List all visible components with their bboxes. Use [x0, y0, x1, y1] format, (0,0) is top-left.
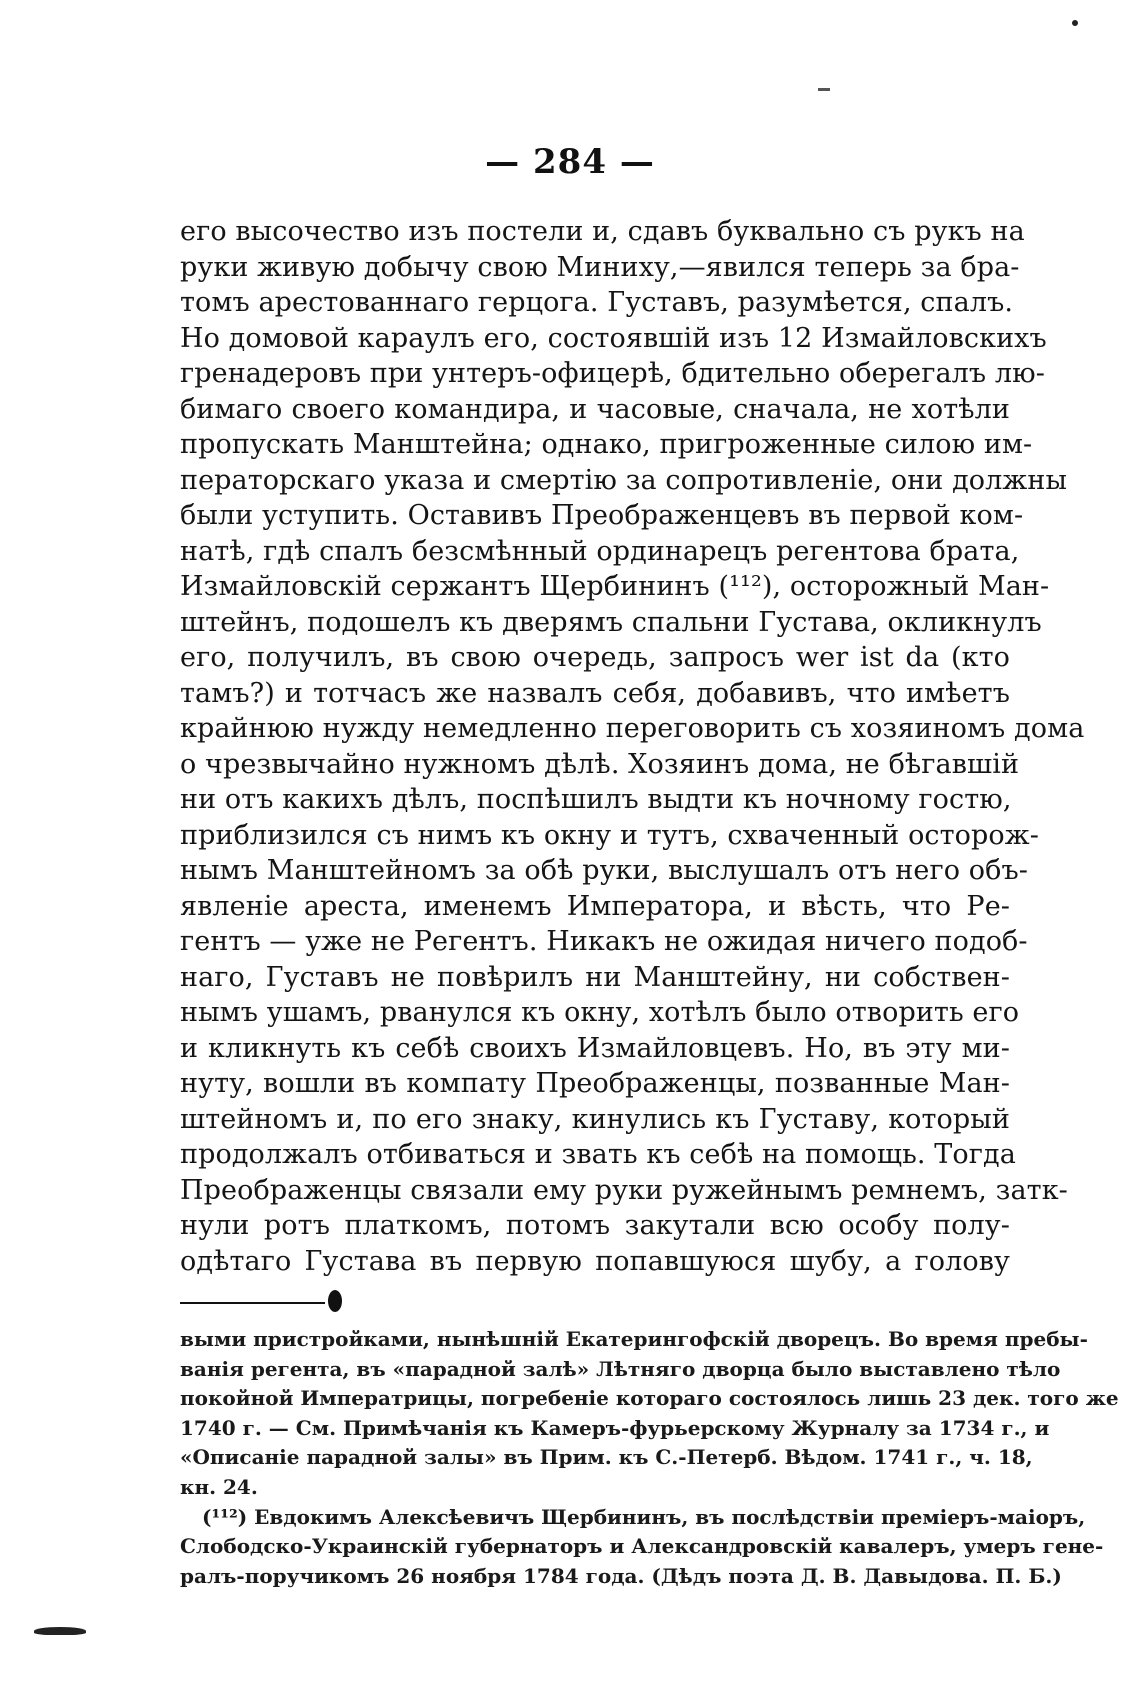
text-line: Но домовой караулъ его, состоявшій изъ 12 Измайловскихъ	[180, 322, 1047, 354]
footnote-112-line: Слободско-Украинскій губернаторъ и Александровскій кавалеръ, умеръ гене-	[180, 1534, 1104, 1559]
text-line: ни отъ какихъ дѣлъ, поспѣшилъ выдти къ ночному гостю,	[180, 784, 1012, 815]
text-line: продолжалъ отбиваться и звать къ себѣ на помощь. Тогда	[180, 1139, 1016, 1170]
text-line: гренадеровъ при унтеръ-офицерѣ, бдительно оберегалъ лю-	[180, 358, 1045, 389]
print-mark	[818, 88, 830, 91]
text-line: крайнюю нужду немедленно переговорить съ хозяиномъ дома	[180, 713, 1085, 744]
footnotes	[180, 1325, 1119, 1591]
footnote-112-line: (¹¹²) Евдокимъ Алексѣевичъ Щербининъ, въ послѣдствіи премiеръ-маiоръ,	[202, 1504, 1086, 1529]
ink-smudge	[34, 1627, 86, 1635]
text-line: штейномъ и, по его знаку, кинулись къ Густаву, который	[180, 1103, 1010, 1135]
footnote-112-line: ралъ-поручикомъ 26 ноября 1784 года. (Дѣдъ поэта Д. В. Давыдова. П. Б.)	[180, 1563, 1062, 1588]
text-line: его, получилъ, въ свою очередь, запросъ wer ist da (кто	[180, 642, 1010, 673]
text-line: и кликнуть къ себѣ своихъ Измайловцевъ. Но, въ эту ми-	[180, 1032, 1010, 1064]
text-line: тамъ?) и тотчасъ же назвалъ себя, добавивъ, что имѣетъ	[180, 677, 1010, 709]
ink-blot	[328, 1290, 342, 1312]
text-line: штейнъ, подошелъ къ дверямъ спальни Густава, окликнулъ	[180, 606, 1042, 638]
text-line: о чрезвычайно нужномъ дѣлѣ. Хозяинъ дома, не бѣгавшій	[180, 748, 1020, 780]
footnote-line: покойной Императрицы, погребеніе котораго состоялось лишь 23 дек. того же	[180, 1386, 1119, 1411]
text-line: руки живую добычу свою Миниху,—явился теперь за бра-	[180, 251, 1020, 283]
footnote-line: выми пристройками, нынѣшній Екатерингофскій дворецъ. Во время пребы-	[180, 1327, 1088, 1351]
text-line: нымъ ушамъ, рванулся къ окну, хотѣлъ было отворить его	[180, 997, 1020, 1028]
text-line: нули ротъ платкомъ, потомъ закутали всю особу полу-	[180, 1210, 1010, 1241]
text-line: одѣтаго Густава въ первую попавшуюся шубу, а голову	[180, 1245, 1010, 1277]
text-line: пропускать Манштейна; однако, пригроженные силою им-	[180, 429, 1033, 460]
text-line: натѣ, гдѣ спалъ безсмѣнный ординарецъ регентова брата,	[180, 535, 1020, 567]
text-line: его высочество изъ постели и, сдавъ буквально съ рукъ на	[180, 216, 1025, 247]
text-line: наго, Густавъ не повѣрилъ ни Манштейну, ни собствен-	[180, 961, 1010, 993]
page-number: — 284 —	[485, 142, 655, 182]
text-line: нымъ Манштейномъ за обѣ руки, выслушалъ отъ него объ-	[180, 855, 1028, 886]
text-line: бимаго своего командира, и часовые, сначала, не хотѣли	[180, 393, 1010, 425]
text-line: Измайловскій сержантъ Щербининъ (¹¹²), осторожный Ман-	[180, 571, 1050, 602]
text-line: Преображенцы связали ему руки ружейнымъ ремнемъ, затк-	[180, 1174, 1068, 1206]
text-line: гентъ — уже не Регентъ. Никакъ не ожидая ничего подоб-	[180, 926, 1028, 957]
footnote-separator	[180, 1302, 325, 1304]
text-line: явленіе ареста, именемъ Императора, и вѣсть, что Ре-	[180, 890, 1010, 922]
footnote-line: «Описаніе парадной залы» въ Прим. къ С.-Петерб. Вѣдом. 1741 г., ч. 18,	[180, 1445, 1033, 1470]
text-line: ператорскаго указа и смертію за сопротивленіе, они должны	[180, 464, 1068, 496]
footnote-line: 1740 г. — См. Примѣчанія къ Камеръ-фурьерскому Журналу за 1734 г., и	[180, 1415, 1050, 1440]
body-text	[180, 214, 1085, 1279]
text-line: томъ арестованнаго герцога. Густавъ, разумѣется, спалъ.	[180, 287, 1014, 318]
footnote-line: ванія регента, въ «парадной залѣ» Лѣтняго дворца было выставлено тѣло	[180, 1356, 1061, 1381]
text-line: были уступить. Оставивъ Преображенцевъ въ первой ком-	[180, 500, 1024, 531]
ink-speck	[1072, 20, 1078, 26]
text-line: приблизился съ нимъ къ окну и тутъ, схваченный осторож-	[180, 819, 1039, 851]
text-line: нуту, вошли въ компату Преображенцы, позванные Ман-	[180, 1068, 1010, 1099]
footnote-line: кн. 24.	[180, 1474, 258, 1499]
